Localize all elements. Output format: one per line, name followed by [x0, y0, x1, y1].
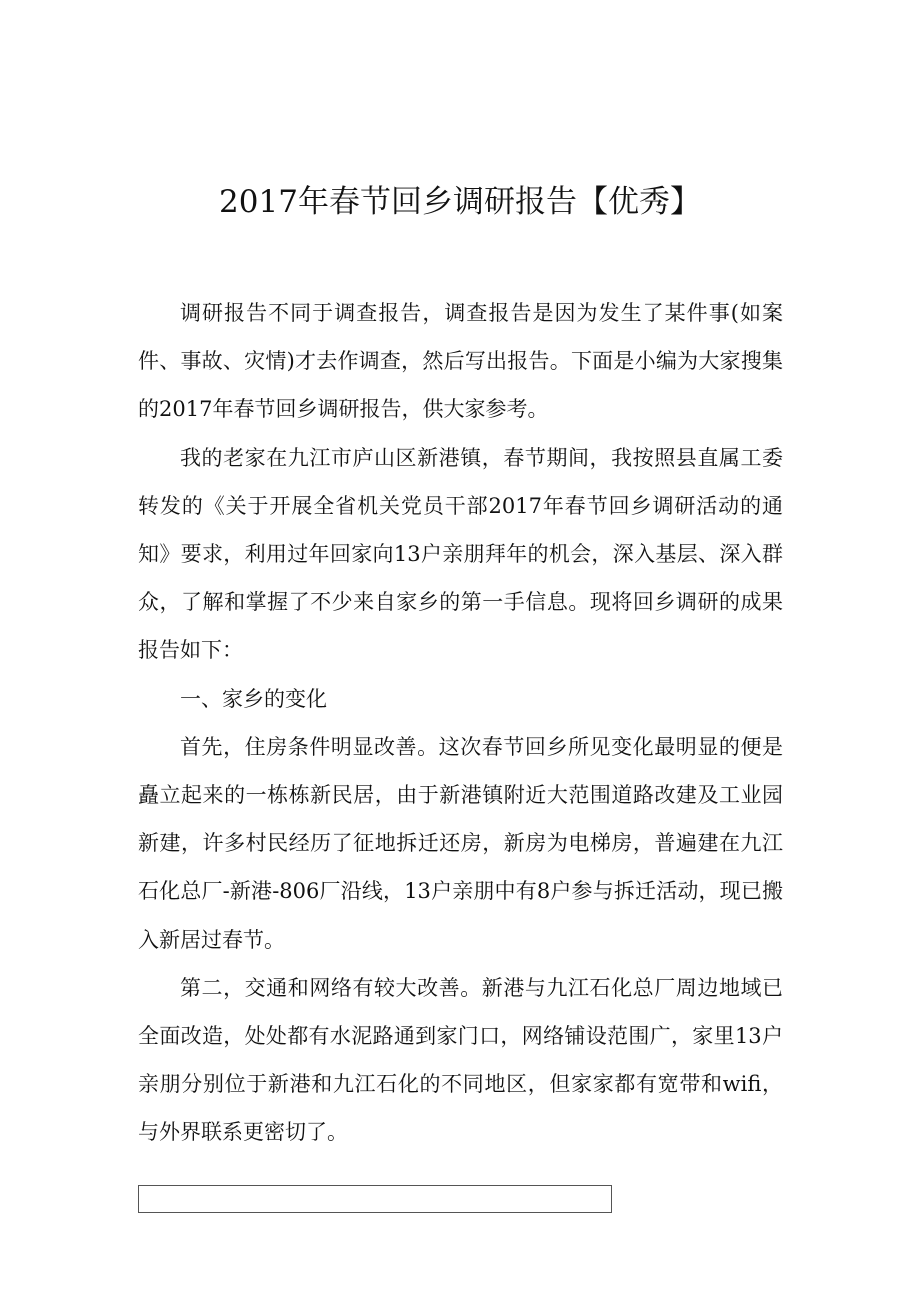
paragraph-housing: 首先，住房条件明显改善。这次春节回乡所见变化最明显的便是矗立起来的一栋栋新民居，由于新港镇附近大范围道路改建及工业园新建，许多村民经历了征地拆迁还房，新房为电梯房，普遍建在九江石化总厂-新港-806厂沿线，13户亲朋中有8户参与拆迁活动，现已搬入新居过春节。: [138, 734, 783, 952]
blank-box: [138, 1185, 612, 1213]
section-heading-hometown-changes: 一、家乡的变化: [180, 686, 327, 711]
paragraph-intro: 调研报告不同于调查报告，调查报告是因为发生了某件事(如案件、事故、灾情)才去作调查，然后写出报告。下面是小编为大家搜集的2017年春节回乡调研报告，供大家参考。: [138, 301, 783, 422]
paragraph-background: 我的老家在九江市庐山区新港镇，春节期间，我按照县直属工委转发的《关于开展全省机关党员干部2017年春节回乡调研活动的通知》要求，利用过年回家向13户亲朋拜年的机会，深入基层、深入群众，了解和掌握了不少来自家乡的第一手信息。现将回乡调研的成果报告如下：: [138, 445, 783, 663]
document-body: [138, 289, 783, 1157]
document-title: 2017年春节回乡调研报告【优秀】: [219, 184, 701, 220]
paragraph-transport-network: 第二，交通和网络有较大改善。新港与九江石化总厂周边地域已全面改造，处处都有水泥路通到家门口，网络铺设范围广，家里13户亲朋分别位于新港和九江石化的不同地区，但家家都有宽带和wifi，与外界联系更密切了。: [138, 975, 783, 1145]
